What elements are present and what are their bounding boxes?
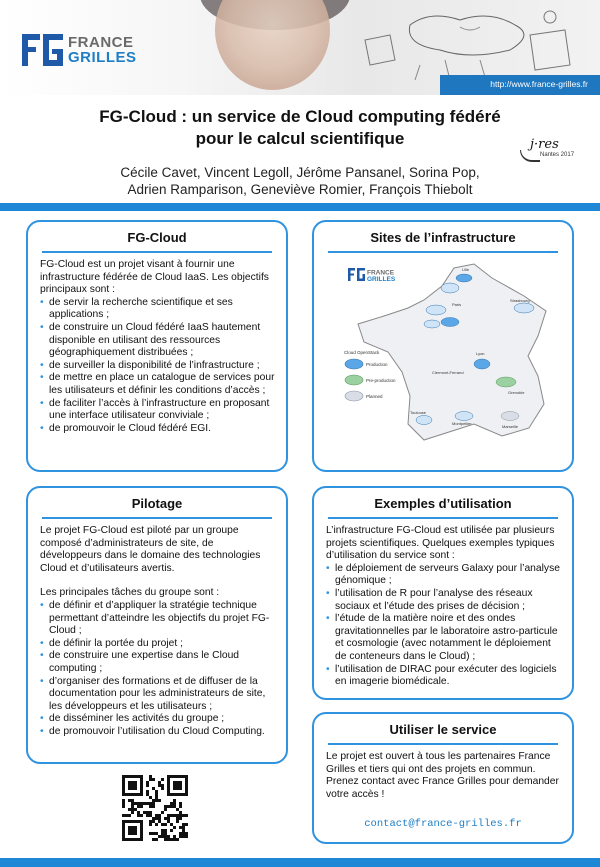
card-utiliser-body bbox=[326, 751, 562, 801]
pilotage-tasks-intro: Les principales tâches du groupe sont : bbox=[40, 587, 220, 599]
card-fgcloud-body bbox=[40, 259, 276, 435]
legend-planned: Planned bbox=[366, 394, 383, 399]
divider-band bbox=[0, 203, 600, 211]
city-toulouse: Toulouse bbox=[410, 410, 427, 415]
jres-mark: j·res bbox=[530, 137, 559, 152]
exemples-intro: L’infrastructure FG-Cloud est utilisée par plusieurs projets scientifiques. Quelques exemples typiques d’utilisation du service sont : bbox=[326, 525, 555, 562]
list-item: • de servir la recherche scientifique et ses applications ; bbox=[40, 297, 276, 322]
pilotage-intro: Le projet FG-Cloud est piloté par un groupe composé d’administrateurs de site, de développeurs dans le domaine des technologies Cloud et d’utilisateurs avertis. bbox=[40, 525, 261, 574]
list-item: • le déploiement de serveurs Galaxy pour l’analyse génomique ; bbox=[326, 563, 562, 588]
card-sites-rule bbox=[328, 251, 558, 253]
france-grilles-logo bbox=[22, 34, 160, 66]
authors-line2: Adrien Ramparison, Geneviève Romier, François Thiebolt bbox=[127, 182, 473, 197]
france-map bbox=[324, 256, 558, 446]
card-exemples bbox=[312, 486, 574, 700]
svg-text:GRILLES: GRILLES bbox=[367, 276, 396, 283]
city-paris: Paris bbox=[452, 302, 462, 307]
card-sites-title: Sites de l’infrastructure bbox=[370, 230, 516, 245]
list-item: • l’étude de la matière noire et des ondes gravitationnelles par le laboratoire astro-particule et cosmologie (avec notamment le déploiement de conteneurs dans le Cloud) ; bbox=[326, 613, 562, 663]
exemples-list bbox=[326, 563, 562, 689]
banner-sketch-illustration bbox=[350, 5, 600, 85]
fgcloud-intro: FG-Cloud est un projet visant à fournir une infrastructure fédérée de Cloud IaaS. Les objectifs principaux sont : bbox=[40, 259, 269, 296]
jres-logo bbox=[520, 138, 580, 166]
list-item: • de définir et d’appliquer la stratégie technique permettant d’atteindre les objectifs du projet FG-Cloud ; bbox=[40, 600, 276, 638]
qr-code bbox=[122, 775, 188, 841]
contact-email-link[interactable]: contact@france-grilles.fr bbox=[364, 818, 522, 830]
legend-title: Cloud OpenStack bbox=[344, 350, 380, 355]
card-exemples-body bbox=[326, 525, 562, 689]
header-banner bbox=[0, 0, 600, 95]
banner-photo-face bbox=[215, 0, 330, 90]
list-item: • de disséminer les activités du groupe ; bbox=[40, 713, 276, 726]
card-pilotage-title: Pilotage bbox=[131, 496, 183, 511]
authors bbox=[0, 164, 600, 198]
card-exemples-title: Exemples d’utilisation bbox=[374, 496, 512, 511]
card-pilotage-body bbox=[40, 525, 276, 739]
list-item: • de définir la portée du projet ; bbox=[40, 638, 276, 651]
list-item: • de construire un Cloud fédéré IaaS hautement disponible en utilisant des ressources géographiquement distribuées ; bbox=[40, 322, 276, 360]
list-item: • de promouvoir l’utilisation du Cloud Computing. bbox=[40, 726, 276, 739]
card-pilotage-rule bbox=[42, 517, 272, 519]
card-exemples-rule bbox=[328, 517, 558, 519]
card-fgcloud-rule bbox=[42, 251, 272, 253]
url-bar bbox=[440, 75, 600, 95]
card-pilotage bbox=[26, 486, 288, 764]
card-fgcloud-title: FG-Cloud bbox=[127, 230, 187, 245]
list-item: • d’organiser des formations et de diffuser de la documentation pour les administrateurs de site, les développeurs et les utilisateurs ; bbox=[40, 676, 276, 714]
list-item: • de construire une expertise dans le Cloud computing ; bbox=[40, 650, 276, 675]
poster-title-line2: pour le calcul scientifique bbox=[195, 129, 405, 148]
city-clermont: Clermont-Ferrand bbox=[432, 370, 464, 375]
fgcloud-list bbox=[40, 297, 276, 436]
card-utiliser bbox=[312, 712, 574, 844]
card-sites bbox=[312, 220, 574, 472]
logo-text-grilles: GRILLES bbox=[68, 49, 137, 66]
city-montpellier: Montpellier bbox=[452, 421, 472, 426]
list-item: • de surveiller la disponibilité de l’infrastructure ; bbox=[40, 360, 276, 373]
city-strasbourg: Strasbourg bbox=[510, 298, 530, 303]
poster-title-line1: FG-Cloud : un service de Cloud computing fédéré bbox=[99, 107, 501, 126]
list-item: • de mettre en place un catalogue de services pour les utilisateurs et définir les conditions d’accès ; bbox=[40, 372, 276, 397]
list-item: • l’utilisation de R pour l’analyse des réseaux sociaux et l’étude des prises de décision ; bbox=[326, 588, 562, 613]
poster-title bbox=[0, 106, 600, 150]
card-fgcloud bbox=[26, 220, 288, 472]
list-item: • l’utilisation de DIRAC pour exécuter des logiciels en imagerie biomédicale. bbox=[326, 664, 562, 689]
utiliser-text: Le projet est ouvert à tous les partenaires France Grilles et tiers qui ont des projets en commun. Prenez contact avec France Grilles pour demander votre accès ! bbox=[326, 751, 559, 800]
list-item: • de promouvoir le Cloud fédéré EGI. bbox=[40, 423, 276, 436]
list-item: • de faciliter l’accès à l’infrastructure en proposant une interface utilisateur conviviale ; bbox=[40, 398, 276, 423]
card-utiliser-title: Utiliser le service bbox=[389, 722, 497, 737]
jres-place: Nantes 2017 bbox=[540, 152, 575, 158]
authors-line1: Cécile Cavet, Vincent Legoll, Jérôme Pansanel, Sorina Pop, bbox=[120, 165, 480, 180]
legend-preproduction: Pre-production bbox=[366, 378, 396, 383]
fg-logo-icon bbox=[22, 34, 64, 66]
mini-logo bbox=[348, 268, 396, 283]
logo-text-france: FRANCE bbox=[68, 34, 134, 51]
header-url[interactable]: http://www.france-grilles.fr bbox=[490, 79, 588, 89]
pilotage-list bbox=[40, 600, 276, 739]
legend-production: Production bbox=[366, 362, 388, 367]
svg-text:FRANCE: FRANCE bbox=[367, 269, 395, 277]
card-utiliser-rule bbox=[328, 743, 558, 745]
legend bbox=[344, 350, 396, 401]
bottom-band bbox=[0, 858, 600, 867]
city-lille: Lille bbox=[462, 267, 470, 272]
city-lyon: Lyon bbox=[476, 351, 485, 356]
city-grenoble: Grenoble bbox=[508, 390, 525, 395]
city-marseille: Marseille bbox=[502, 424, 519, 429]
